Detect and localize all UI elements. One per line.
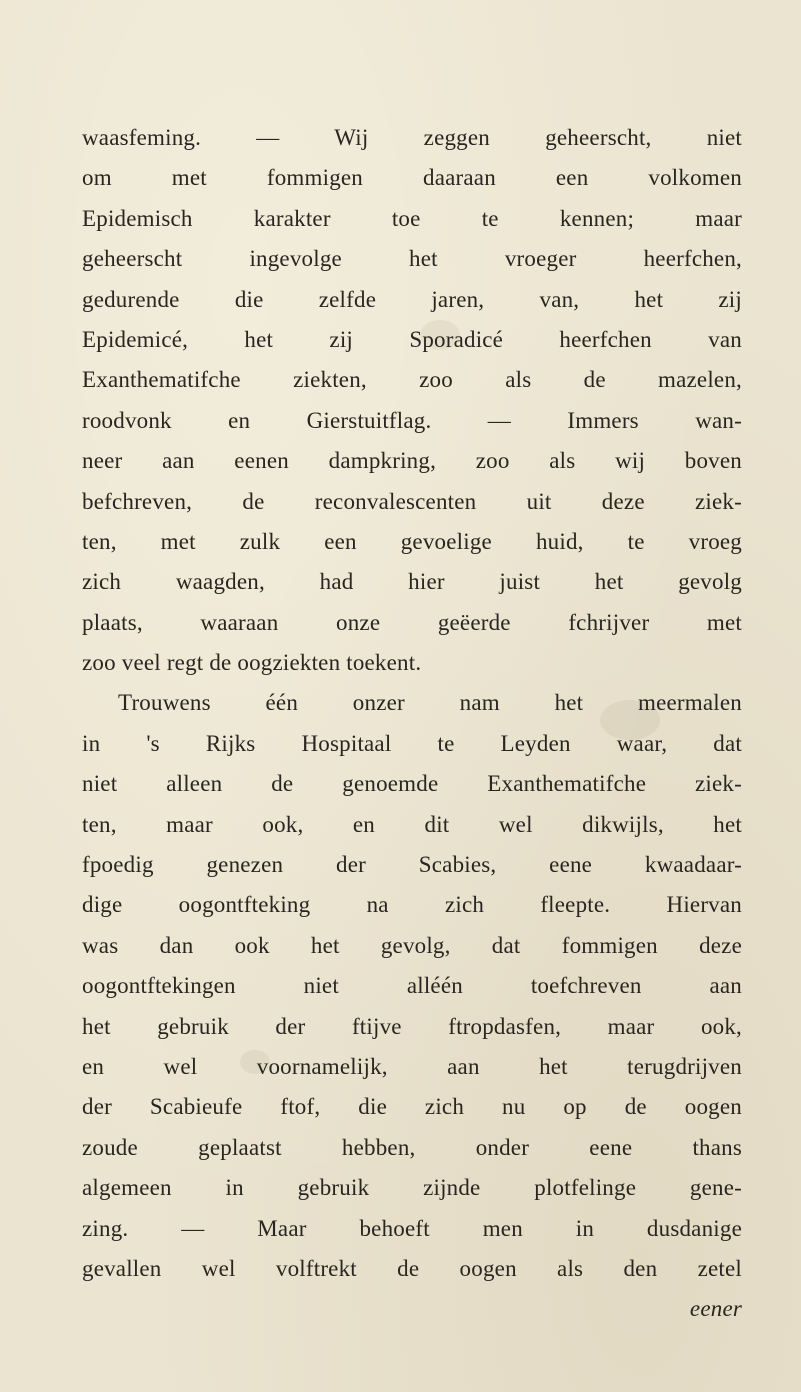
text-line: roodvonk en Gierstuitflag. — Immers wan-	[82, 407, 742, 433]
text-line: gevallen wel volftrekt de oogen als den zetel	[82, 1255, 742, 1281]
text-line: fpoedig genezen der Scabies, eene kwaadaar-	[82, 852, 742, 878]
text-line: geheerscht ingevolge het vroeger heerfchen,	[82, 246, 742, 272]
text-line: Epidemisch karakter toe te kennen; maar	[82, 205, 742, 231]
text-line: zich waagden, had hier juist het gevolg	[82, 569, 742, 595]
text-line: dige oogontfteking na zich fleepte. Hiervan	[82, 892, 742, 918]
text-line: algemeen in gebruik zijnde plotfelinge gene-	[82, 1175, 742, 1201]
body-text	[82, 118, 742, 1330]
text-line: in 's Rijks Hospitaal te Leyden waar, dat	[82, 730, 742, 756]
text-line: waasfeming. — Wij zeggen geheerscht, niet	[82, 125, 742, 150]
text-line: niet alleen de genoemde Exanthematifche ziek-	[82, 771, 742, 797]
text-line: het gebruik der ftijve ftropdasfen, maar ook,	[82, 1013, 742, 1039]
text-line: befchreven, de reconvalescenten uit deze ziek-	[82, 488, 742, 514]
text-line: zing. — Maar behoeft men in dusdanige	[82, 1215, 742, 1241]
text-line: gedurende die zelfde jaren, van, het zij	[82, 286, 742, 312]
text-line: der Scabieufe ftof, die zich nu op de oogen	[82, 1094, 742, 1120]
text-line: oogontftekingen niet alléén toefchreven aan	[82, 973, 742, 999]
text-line: ten, maar ook, en dit wel dikwijls, het	[82, 811, 742, 837]
text-line: zoude geplaatst hebben, onder eene thans	[82, 1134, 742, 1160]
text-line: om met fommigen daaraan een volkomen	[82, 165, 742, 191]
text-line: zoo veel regt de oogziekten toekent.	[82, 650, 422, 676]
text-line: Epidemicé, het zij Sporadicé heerfchen van	[82, 326, 742, 352]
text-line: Trouwens één onzer nam het meermalen	[118, 690, 742, 716]
text-line: Exanthematifche ziekten, zoo als de mazelen,	[82, 367, 742, 393]
text-line: en wel voornamelijk, aan het terugdrijven	[82, 1053, 742, 1079]
text-line: ten, met zulk een gevoelige huid, te vroeg	[82, 528, 742, 554]
text-line: neer aan eenen dampkring, zoo als wij boven	[82, 448, 742, 474]
text-line: plaats, waaraan onze geëerde fchrijver met	[82, 609, 742, 635]
catchword: eener	[689, 1296, 742, 1322]
text-line: was dan ook het gevolg, dat fommigen deze	[82, 932, 742, 958]
